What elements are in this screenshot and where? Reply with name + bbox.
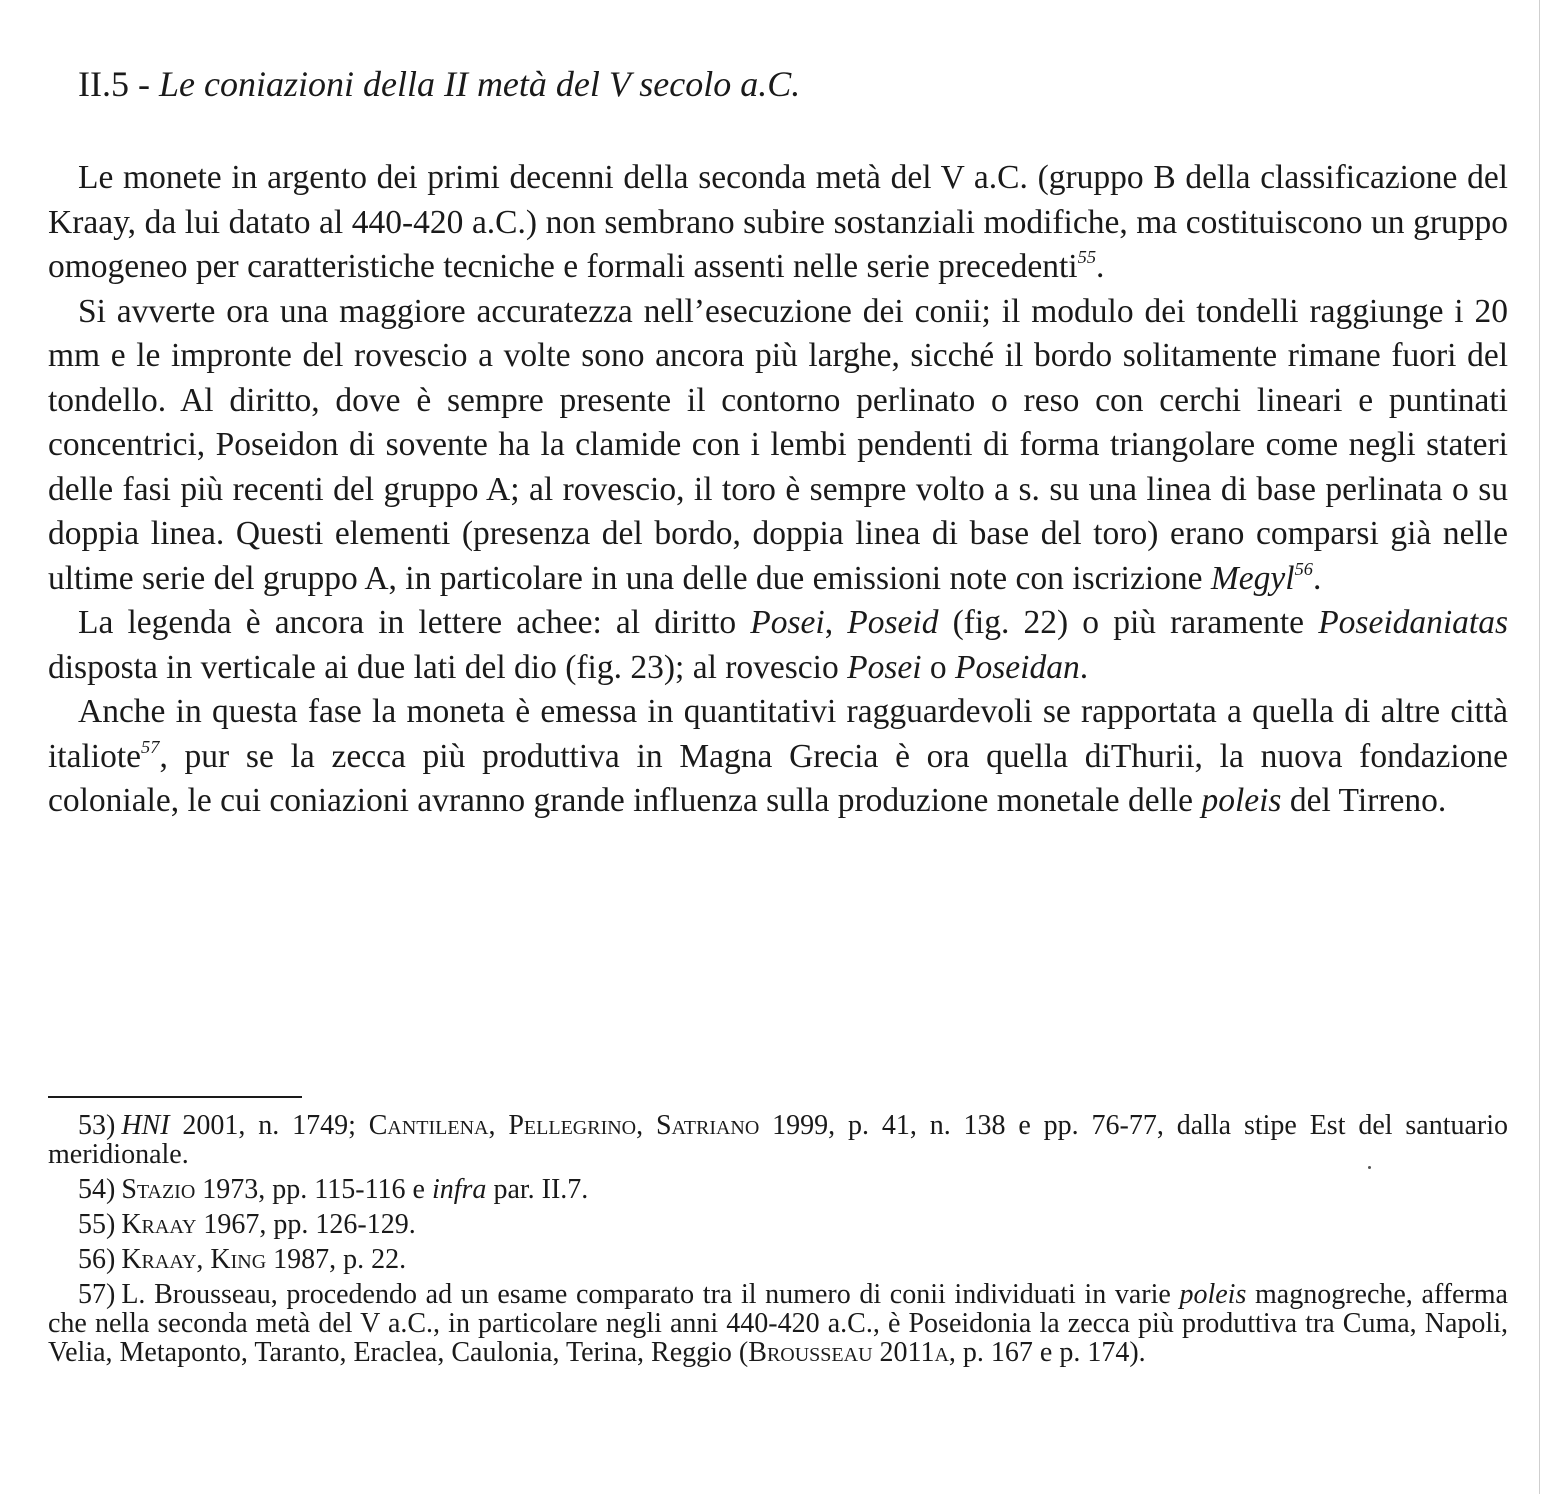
author-names: Cantilena, Pellegrino, Satriano bbox=[368, 1110, 760, 1141]
paragraph-text: , pur se la zecca più produttiva in Magna Grecia è ora quella diThurii, la nuova fondazione coloniale, le cui coniazioni avranno grande influenza sulla produzione monetale delle bbox=[48, 737, 1508, 819]
scan-speck bbox=[1368, 1166, 1371, 1169]
author-names: Kraay, King bbox=[121, 1244, 267, 1275]
paragraph-text: La legenda è ancora in lettere achee: al diritto bbox=[78, 604, 751, 641]
paragraph-2 bbox=[48, 290, 1508, 602]
paragraph-text: , bbox=[824, 604, 848, 641]
paragraph-text: . bbox=[1096, 248, 1105, 285]
footnote-53 bbox=[48, 1111, 1508, 1169]
paragraph-text: Si avverte ora una maggiore accuratezza nell’esecuzione dei conii; il modulo dei tondelli raggiunge i 20 mm e le impronte del rovescio a volte sono ancora più larghe, sicché il bordo solitamente rimane fuori del tondello. Al diritto, dove è sempre presente il contorno perlinato o reso con cerchi lineari e puntinati concentrici, Poseidon di sovente ha la clamide con i lembi pendenti di forma triangolare come negli stateri delle fasi più recenti del gruppo A; al rovescio, il toro è sempre volto a s. su una linea di base perlinata o su doppia linea. Questi elementi (presenza del bordo, doppia linea di base del toro) erano comparsi già nelle ultime serie del gruppo A, in particolare in una delle due emissioni note con iscrizione bbox=[48, 292, 1508, 597]
paragraph-1 bbox=[48, 156, 1508, 290]
footnote-ref-56[interactable]: 56 bbox=[1294, 558, 1313, 579]
footnote-text: 1973, pp. 115-116 e bbox=[195, 1174, 432, 1205]
footnote-number: 54) bbox=[78, 1174, 116, 1205]
paragraph-text: . bbox=[1079, 648, 1089, 686]
footnote-number: 53) bbox=[78, 1110, 116, 1141]
footnote-text: , p. 167 e p. 174). bbox=[948, 1337, 1146, 1368]
section-number: II.5 bbox=[78, 64, 129, 104]
legend-posei: Posei bbox=[750, 604, 825, 641]
body-text bbox=[48, 156, 1508, 824]
footnote-separator bbox=[48, 1096, 302, 1098]
footnote-56 bbox=[48, 1245, 1508, 1274]
footnote-text: infra bbox=[431, 1174, 487, 1205]
footnote-number: 56) bbox=[78, 1244, 116, 1275]
legend-posei-reverse: Posei bbox=[847, 648, 922, 686]
section-title: Le coniazioni della II metà del V secolo a.C. bbox=[158, 64, 801, 104]
term-poleis: poleis bbox=[1201, 782, 1282, 819]
footnote-number: 57) bbox=[78, 1279, 116, 1310]
footnote-text: HNI bbox=[121, 1110, 170, 1141]
footnote-ref-57[interactable]: 57 bbox=[141, 736, 160, 757]
paragraph-text: del Tirreno. bbox=[1281, 782, 1447, 819]
footnote-text: poleis bbox=[1179, 1279, 1247, 1310]
footnote-text: 1999, p. 41, n. 138 e pp. 76-77, dalla stipe Est del santuario meridionale. bbox=[48, 1110, 1509, 1170]
inscription-megyl: Megyl bbox=[1210, 559, 1295, 597]
footnote-54 bbox=[48, 1175, 1508, 1204]
paragraph-text: o bbox=[921, 648, 956, 686]
author-names: Stazio bbox=[121, 1174, 196, 1205]
paragraph-text: Anche in questa fase la moneta è emessa in quantitativi ragguardevoli se rapportata a quella di altre città italiote bbox=[48, 693, 1508, 775]
paragraph-text: (fig. 22) o più raramente bbox=[938, 604, 1319, 641]
section-heading bbox=[78, 62, 800, 106]
footnote-ref-55[interactable]: 55 bbox=[1077, 247, 1097, 268]
paragraph-text: disposta in verticale ai due lati del dio (fig. 23); al rovescio bbox=[48, 648, 848, 686]
paragraph-text: Le monete in argento dei primi decenni della seconda metà del V a.C. (gruppo B della classificazione del Kraay, da lui datato al 440-420 a.C.) non sembrano subire sostanziali modifiche, ma costituiscono un gruppo omogeneo per caratteristiche tecniche e formali assenti nelle serie precedenti bbox=[48, 159, 1508, 285]
footnote-text: magnogreche, afferma che nella seconda metà del V a.C., in particolare negli anni 440-420 a.C., è Poseidonia la zecca più produttiva tra Cuma, Napoli, Velia, Metaponto, Taranto, Eraclea, Caulonia, Terina, Reggio ( bbox=[48, 1279, 1508, 1368]
footnote-text: L. Brousseau, procedendo ad un esame comparato tra il numero di conii individuati in varie bbox=[121, 1279, 1180, 1310]
legend-poseid: Poseid bbox=[847, 604, 939, 641]
footnotes bbox=[48, 1111, 1508, 1373]
footnote-55 bbox=[48, 1210, 1508, 1239]
footnote-text: 1967, pp. 126-129. bbox=[196, 1209, 416, 1240]
footnote-number: 55) bbox=[78, 1209, 116, 1240]
author-names: Kraay bbox=[121, 1209, 197, 1240]
author-names: Brousseau 2011a bbox=[748, 1337, 949, 1368]
paragraph-text: . bbox=[1312, 559, 1322, 597]
footnote-57 bbox=[48, 1280, 1508, 1367]
heading-separator: - bbox=[128, 64, 159, 104]
paragraph-4 bbox=[48, 690, 1508, 824]
footnote-text: 1987, p. 22. bbox=[266, 1244, 407, 1275]
legend-poseidaniatas: Poseidaniatas bbox=[1318, 604, 1509, 641]
footnote-text: par. II.7. bbox=[486, 1174, 589, 1205]
footnote-text: 2001, n. 1749; bbox=[169, 1110, 369, 1141]
scan-edge-line bbox=[1539, 0, 1540, 1494]
paragraph-3 bbox=[48, 601, 1508, 690]
legend-poseidan: Poseidan bbox=[955, 648, 1080, 686]
